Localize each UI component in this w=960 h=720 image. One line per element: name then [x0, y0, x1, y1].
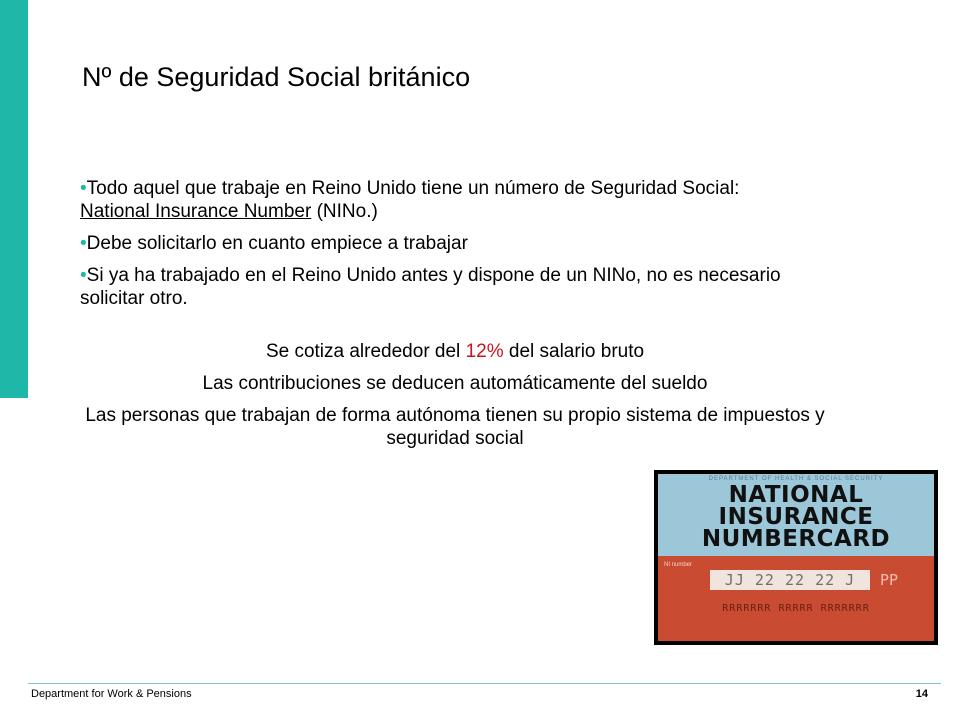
- bullet-item: [80, 177, 800, 223]
- bullet-marker: •: [80, 178, 87, 199]
- contribution-percentage: 12%: [465, 341, 504, 362]
- bullet-text: Debe solicitarlo en cuanto empiece a trabajar: [86, 233, 468, 254]
- self-employed-line: Las personas que trabajan de forma autónoma tienen su propio sistema de impuestos y seguridad social: [85, 405, 825, 449]
- card-department-text: DEPARTMENT OF HEALTH & SOCIAL SECURITY: [708, 476, 884, 482]
- national-insurance-number-text: National Insurance Number: [80, 201, 312, 222]
- bullet-item: [80, 232, 800, 255]
- card-number-label: NI number: [664, 562, 693, 568]
- footer-organization: Department for Work & Pensions: [31, 688, 192, 700]
- card-suffix: PP: [880, 571, 899, 589]
- bullet-marker: •: [80, 265, 87, 286]
- card-title-line: NATIONAL: [728, 482, 864, 508]
- card-number: JJ 22 22 22 J: [710, 570, 870, 590]
- card-title: [658, 484, 934, 550]
- bullet-item: [80, 264, 800, 310]
- card-body: [658, 474, 934, 641]
- bullet-text-suffix: (NINo.): [311, 201, 378, 222]
- accent-bar: [0, 0, 28, 398]
- contribution-rate-line: [80, 340, 830, 363]
- page-number: 14: [915, 688, 928, 700]
- card-signature: RRRRRRR RRRRR RRRRRRR: [722, 603, 870, 614]
- footer-divider: [28, 683, 941, 684]
- contribution-text-end: del salario bruto: [503, 341, 645, 362]
- bullet-text: Todo aquel que trabaje en Reino Unido tiene un número de Seguridad Social:: [86, 178, 740, 199]
- page-title: Nº de Seguridad Social británico: [82, 62, 471, 92]
- contribution-text: Se cotiza alrededor del: [265, 341, 466, 362]
- national-insurance-card-image: [654, 470, 938, 645]
- deduction-line: Las contribuciones se deducen automáticamente del sueldo: [202, 373, 708, 394]
- bullet-text: Si ya ha trabajado en el Reino Unido antes y dispone de un NINo, no es necesario solicitar otro.: [80, 265, 781, 309]
- card-top-panel: [658, 474, 934, 556]
- centered-notes: [80, 340, 830, 459]
- bullet-marker: •: [80, 233, 87, 254]
- card-bottom-panel: [658, 556, 934, 641]
- card-title-line: INSURANCE: [718, 504, 874, 530]
- card-title-line: NUMBERCARD: [701, 526, 891, 552]
- bullet-list: [80, 177, 800, 319]
